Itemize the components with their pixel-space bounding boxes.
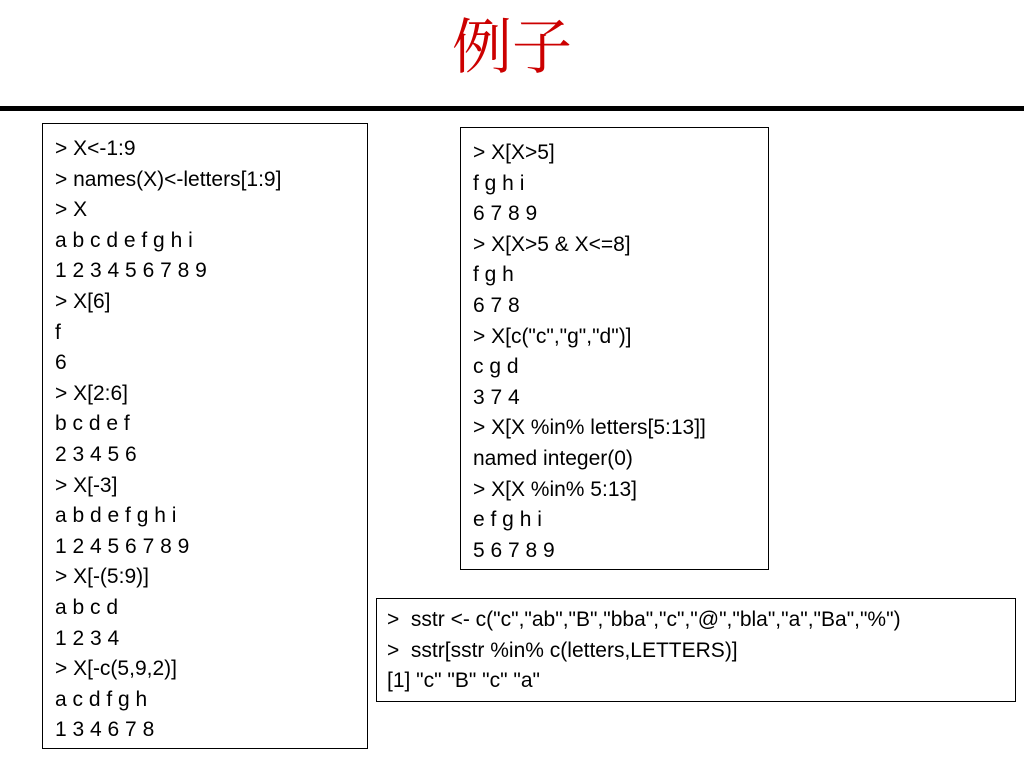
code-line: > X<-1:9 bbox=[55, 137, 136, 160]
code-line: > sstr[sstr %in% c(letters,LETTERS)] bbox=[387, 638, 738, 662]
code-line: > X[X %in% letters[5:13]] bbox=[473, 416, 706, 440]
code-line: > sstr <- c("c","ab","B","bba","c","@","bla","a","Ba","%") bbox=[387, 608, 901, 631]
slide-title: 例子 bbox=[452, 13, 572, 83]
code-line: 1 2 3 4 bbox=[55, 626, 120, 650]
code-line: > names(X)<-letters[1:9] bbox=[55, 167, 282, 191]
code-line: 2 3 4 5 6 bbox=[55, 442, 137, 466]
code-box-bottom bbox=[376, 598, 1016, 702]
code-line: [1] "c" "B" "c" "a" bbox=[387, 669, 541, 693]
code-line: f g h bbox=[473, 263, 514, 287]
code-line: > X bbox=[55, 198, 88, 222]
code-line: e f g h i bbox=[473, 508, 542, 532]
code-line: a c d f g h bbox=[55, 687, 148, 711]
code-line: a b c d e f g h i bbox=[55, 228, 193, 252]
code-line: named integer(0) bbox=[473, 446, 633, 470]
code-line: 1 2 4 5 6 7 8 9 bbox=[55, 534, 190, 558]
code-line: 6 7 8 9 bbox=[473, 202, 538, 226]
code-line: a b c d bbox=[55, 595, 119, 619]
code-line: > X[-c(5,9,2)] bbox=[55, 657, 177, 681]
code-line: b c d e f bbox=[55, 412, 130, 436]
code-line: c g d bbox=[473, 355, 519, 379]
title-divider bbox=[0, 106, 1024, 111]
code-line: > X[X %in% 5:13] bbox=[473, 477, 638, 501]
code-line: > X[X>5] bbox=[473, 141, 555, 164]
code-line: > X[-3] bbox=[55, 473, 118, 497]
code-line: 5 6 7 8 9 bbox=[473, 538, 555, 562]
code-line: 1 3 4 6 7 8 bbox=[55, 718, 155, 742]
code-line: > X[c("c","g","d")] bbox=[473, 324, 632, 348]
code-line: > X[6] bbox=[55, 289, 111, 313]
code-box-right bbox=[460, 127, 769, 570]
code-line: 1 2 3 4 5 6 7 8 9 bbox=[55, 259, 207, 283]
code-line: f bbox=[55, 320, 61, 344]
code-line: > X[2:6] bbox=[55, 381, 128, 405]
code-line: 6 bbox=[55, 351, 67, 375]
code-line: 3 7 4 bbox=[473, 385, 520, 409]
code-box-left bbox=[42, 123, 368, 749]
code-line: 6 7 8 bbox=[473, 293, 520, 317]
code-line: > X[X>5 & X<=8] bbox=[473, 232, 631, 256]
code-line: f g h i bbox=[473, 171, 525, 195]
code-line: a b d e f g h i bbox=[55, 504, 177, 528]
code-line: > X[-(5:9)] bbox=[55, 565, 149, 589]
